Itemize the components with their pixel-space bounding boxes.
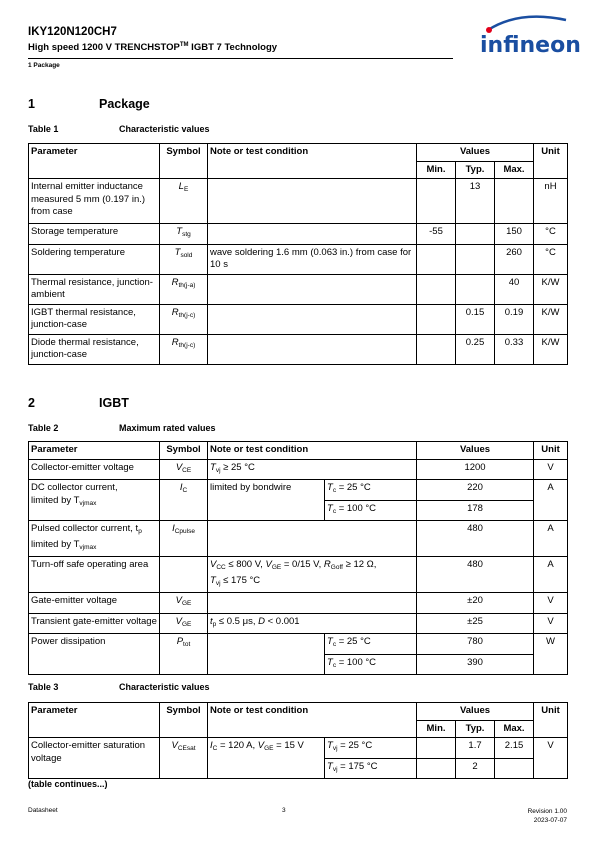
table-row xyxy=(29,557,568,593)
table-row xyxy=(29,274,568,304)
col-header-symbol: Symbol xyxy=(160,442,208,460)
infineon-logo xyxy=(474,12,584,62)
cell-condition: $T_{vj} = 25$ °C xyxy=(325,738,417,759)
cell-note: $T_{vj} \ge 25$ °C xyxy=(208,459,417,480)
cell-max: 2.15 xyxy=(495,738,534,759)
cell-symbol: $P_{tot}$ xyxy=(160,634,208,675)
table-continues-note: (table continues...) xyxy=(28,779,108,789)
col-header-symbol: Symbol xyxy=(160,703,208,738)
cell-min xyxy=(417,244,456,274)
table-row xyxy=(29,613,568,634)
cell-note xyxy=(208,593,417,614)
col-header-typ: Typ. xyxy=(456,720,495,738)
cell-value: 480 xyxy=(417,557,534,593)
cell-unit: nH xyxy=(534,179,568,224)
cell-unit: °C xyxy=(534,224,568,245)
cell-note xyxy=(208,224,417,245)
cell-parameter: DC collector current, limited by $T_{vjmax}$ xyxy=(29,480,160,521)
document-subtitle: High speed 1200 V TRENCHSTOP™ IGBT 7 Technology xyxy=(28,42,278,54)
table-row xyxy=(29,480,568,501)
cell-unit: W xyxy=(534,634,568,675)
cell-typ xyxy=(456,244,495,274)
cell-note: $V_{CC} \le 800$ V, $V_{GE} = 0/15$ V, $R_{Goff} \ge 12$ Ω, $T_{vj} \le 175$ °C xyxy=(208,557,417,593)
col-header-note: Note or test condition xyxy=(208,144,417,179)
table-row xyxy=(29,224,568,245)
cell-unit: K/W xyxy=(534,334,568,364)
table-maximum-rated xyxy=(28,441,568,675)
cell-symbol: $V_{GE}$ xyxy=(160,593,208,614)
cell-parameter: Soldering temperature xyxy=(29,244,160,274)
part-number: IKY120N120CH7 xyxy=(28,26,117,38)
col-header-min: Min. xyxy=(417,720,456,738)
cell-value: ±20 xyxy=(417,593,534,614)
cell-min xyxy=(417,274,456,304)
table-caption: Table 1 Characteristic values xyxy=(28,124,210,134)
cell-parameter: Pulsed collector current, $t_p$ limited by $T_{vjmax}$ xyxy=(29,521,160,557)
cell-parameter: Power dissipation xyxy=(29,634,160,675)
cell-max: 0.19 xyxy=(495,304,534,334)
section-heading-package: 1 Package xyxy=(28,97,150,111)
cell-typ: 0.15 xyxy=(456,304,495,334)
cell-note: limited by bondwire xyxy=(208,480,325,521)
cell-note: $I_C = 120$ A, $V_{GE} = 15$ V xyxy=(208,738,325,779)
col-header-unit: Unit xyxy=(534,442,568,460)
header-rule xyxy=(28,58,453,59)
cell-symbol: $L_E$ xyxy=(160,179,208,224)
cell-parameter: Diode thermal resistance, junction-case xyxy=(29,334,160,364)
cell-unit: K/W xyxy=(534,274,568,304)
cell-symbol: $R_{th(j-c)}$ xyxy=(160,304,208,334)
cell-condition: $T_c = 100$ °C xyxy=(325,654,417,675)
col-header-values: Values xyxy=(417,703,534,721)
table-row xyxy=(29,244,568,274)
cell-max: 40 xyxy=(495,274,534,304)
cell-max: 260 xyxy=(495,244,534,274)
cell-parameter: Collector-emitter saturation voltage xyxy=(29,738,160,779)
cell-value: ±25 xyxy=(417,613,534,634)
cell-typ: 1.7 xyxy=(456,738,495,759)
table-row xyxy=(29,521,568,557)
cell-typ: 2 xyxy=(456,758,495,779)
cell-symbol: $I_C$ xyxy=(160,480,208,521)
footer-doc-type: Datasheet xyxy=(28,807,58,814)
cell-value: 390 xyxy=(417,654,534,675)
svg-text:infineon: infineon xyxy=(480,33,581,58)
cell-value: 220 xyxy=(417,480,534,501)
cell-note xyxy=(208,334,417,364)
cell-note: $t_p \le 0.5$ μs, D < 0.001 xyxy=(208,613,417,634)
cell-min xyxy=(417,758,456,779)
cell-value: 780 xyxy=(417,634,534,655)
cell-condition: $T_c = 25$ °C xyxy=(325,480,417,501)
cell-symbol: $R_{th(j-c)}$ xyxy=(160,334,208,364)
cell-condition: $T_c = 25$ °C xyxy=(325,634,417,655)
cell-max xyxy=(495,758,534,779)
cell-value: 480 xyxy=(417,521,534,557)
table-caption: Table 3 Characteristic values xyxy=(28,682,210,692)
cell-parameter: Collector-emitter voltage xyxy=(29,459,160,480)
col-header-parameter: Parameter xyxy=(29,703,160,738)
cell-parameter: IGBT thermal resistance, junction-case xyxy=(29,304,160,334)
breadcrumb: 1 Package xyxy=(28,62,60,69)
cell-parameter: Internal emitter inductance measured 5 mm (0.197 in.) from case xyxy=(29,179,160,224)
cell-unit: A xyxy=(534,557,568,593)
cell-unit: K/W xyxy=(534,304,568,334)
col-header-max: Max. xyxy=(495,161,534,179)
cell-min: -55 xyxy=(417,224,456,245)
cell-value: 178 xyxy=(417,500,534,521)
cell-parameter: Gate-emitter voltage xyxy=(29,593,160,614)
table-row xyxy=(29,738,568,759)
col-header-min: Min. xyxy=(417,161,456,179)
cell-typ: 0.25 xyxy=(456,334,495,364)
cell-condition: $T_{vj} = 175$ °C xyxy=(325,758,417,779)
table-row xyxy=(29,334,568,364)
cell-typ xyxy=(456,224,495,245)
cell-min xyxy=(417,738,456,759)
col-header-unit: Unit xyxy=(534,703,568,738)
cell-unit: V xyxy=(534,613,568,634)
table-row xyxy=(29,634,568,655)
cell-min xyxy=(417,179,456,224)
col-header-values: Values xyxy=(417,442,534,460)
cell-min xyxy=(417,334,456,364)
col-header-parameter: Parameter xyxy=(29,442,160,460)
cell-max xyxy=(495,179,534,224)
cell-note: wave soldering 1.6 mm (0.063 in.) from case for 10 s xyxy=(208,244,417,274)
cell-symbol: $R_{th(j-a)}$ xyxy=(160,274,208,304)
table-characteristic-igbt xyxy=(28,702,568,779)
cell-note xyxy=(208,521,417,557)
table-row xyxy=(29,179,568,224)
cell-unit: V xyxy=(534,738,568,779)
cell-symbol: $I_{Cpulse}$ xyxy=(160,521,208,557)
table-caption: Table 2 Maximum rated values xyxy=(28,423,216,433)
col-header-typ: Typ. xyxy=(456,161,495,179)
cell-symbol: $T_{stg}$ xyxy=(160,224,208,245)
cell-unit: V xyxy=(534,593,568,614)
cell-value: 1200 xyxy=(417,459,534,480)
cell-min xyxy=(417,304,456,334)
footer-revision: Revision 1.00 2023-07-07 xyxy=(527,808,567,824)
cell-unit: A xyxy=(534,480,568,521)
cell-max: 150 xyxy=(495,224,534,245)
cell-unit: V xyxy=(534,459,568,480)
cell-note xyxy=(208,304,417,334)
table-row xyxy=(29,304,568,334)
cell-unit: °C xyxy=(534,244,568,274)
cell-parameter: Transient gate-emitter voltage xyxy=(29,613,160,634)
cell-symbol: $V_{CE}$ xyxy=(160,459,208,480)
cell-note xyxy=(208,274,417,304)
col-header-note: Note or test condition xyxy=(208,703,417,738)
cell-max: 0.33 xyxy=(495,334,534,364)
cell-condition: $T_c = 100$ °C xyxy=(325,500,417,521)
cell-note xyxy=(208,179,417,224)
col-header-unit: Unit xyxy=(534,144,568,179)
table-row xyxy=(29,459,568,480)
cell-symbol: $V_{CEsat}$ xyxy=(160,738,208,779)
table-characteristic-package xyxy=(28,143,568,365)
section-heading-igbt: 2 IGBT xyxy=(28,396,129,410)
cell-typ: 13 xyxy=(456,179,495,224)
table-row xyxy=(29,593,568,614)
col-header-parameter: Parameter xyxy=(29,144,160,179)
cell-parameter: Turn-off safe operating area xyxy=(29,557,160,593)
footer-page-number: 3 xyxy=(282,807,286,814)
cell-symbol: $T_{sold}$ xyxy=(160,244,208,274)
cell-note xyxy=(208,634,325,675)
col-header-values: Values xyxy=(417,144,534,162)
col-header-note: Note or test condition xyxy=(208,442,417,460)
cell-parameter: Thermal resistance, junction-ambient xyxy=(29,274,160,304)
col-header-max: Max. xyxy=(495,720,534,738)
cell-symbol xyxy=(160,557,208,593)
col-header-symbol: Symbol xyxy=(160,144,208,179)
cell-unit: A xyxy=(534,521,568,557)
cell-symbol: $V_{GE}$ xyxy=(160,613,208,634)
cell-typ xyxy=(456,274,495,304)
cell-parameter: Storage temperature xyxy=(29,224,160,245)
